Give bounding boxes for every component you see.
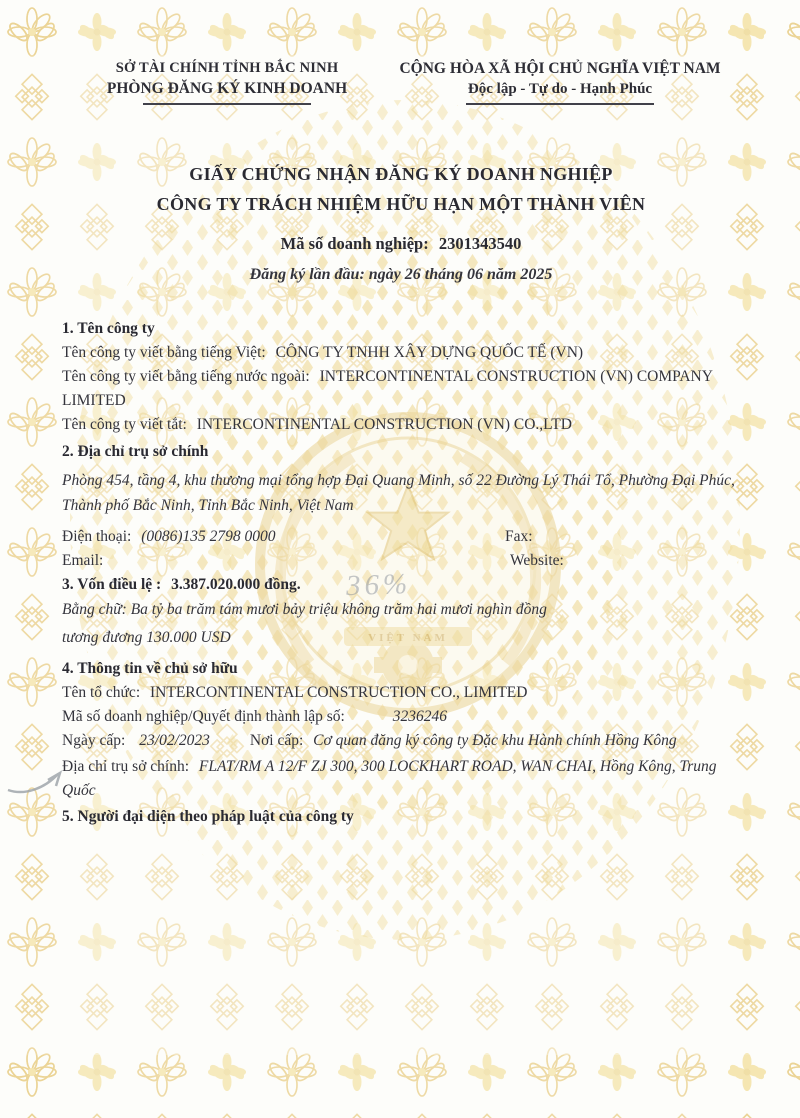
header-underline-right: [466, 103, 654, 105]
owner-hq-line: [62, 755, 740, 803]
company-name-foreign-label: Tên công ty viết bằng tiếng nước ngoài:: [62, 368, 310, 385]
head-office-address: Phòng 454, tầng 4, khu thương mại tổng hợp Đại Quang Minh, số 22 Đường Lý Thái Tổ, Phường Đại Phúc, Thành phố Bắc Ninh, Tỉnh Bắc Ninh, Việt Nam: [62, 472, 735, 514]
company-name-vietnamese-line: [62, 341, 740, 365]
first-registration-line: Đăng ký lần đầu: ngày 26 tháng 06 năm 2025: [249, 266, 553, 283]
certificate-title-line2: CÔNG TY TRÁCH NHIỆM HỮU HẠN MỘT THÀNH VIÊN: [156, 194, 646, 214]
issuing-authority-parent: SỞ TÀI CHÍNH TỈNH BẮC NINH: [115, 60, 339, 76]
section4-heading: 4. Thông tin về chủ sở hữu: [62, 660, 238, 677]
issuing-authority-office: PHÒNG ĐĂNG KÝ KINH DOANH: [106, 80, 348, 97]
certificate-body: [62, 155, 740, 829]
ghost-print-through: 36%: [345, 567, 412, 603]
charter-capital-amount: 3.387.020.000 đồng.: [171, 576, 301, 593]
section3-heading: 3. Vốn điều lệ :: [62, 576, 162, 593]
company-name-vietnamese-value: CÔNG TY TNHH XÂY DỰNG QUỐC TẾ (VN): [275, 344, 584, 361]
issuing-authority-block: [86, 60, 368, 105]
owner-regno-line: [62, 705, 740, 729]
phone-fax-line: [62, 525, 740, 549]
svg-text:VIỆT NAM: VIỆT NAM: [368, 632, 448, 644]
enterprise-code-value: 2301343540: [438, 234, 522, 253]
company-name-foreign-line: [62, 365, 740, 413]
owner-hq-value: FLAT/RM A 12/F ZJ 300, 300 LOCKHART ROAD, WAN CHAI, Hồng Kông, Trung Quốc: [62, 758, 717, 799]
capital-in-words-line2: tương đương 130.000 USD: [62, 629, 231, 646]
owner-org-line: [62, 681, 740, 705]
section1-heading: 1. Tên công ty: [62, 320, 155, 337]
issue-date-value: 23/02/2023: [139, 732, 210, 749]
issue-place-label: Nơi cấp:: [249, 732, 304, 749]
owner-regno-value: 3236246: [392, 708, 447, 725]
phone-label: Điện thoại:: [62, 528, 132, 545]
enterprise-code-line: [62, 232, 740, 256]
phone-value: (0086)135 2798 0000: [141, 528, 276, 545]
company-name-vietnamese-label: Tên công ty viết bằng tiếng Việt:: [62, 344, 266, 361]
owner-hq-label: Địa chỉ trụ sở chính:: [62, 758, 190, 775]
section5-heading: 5. Người đại diện theo pháp luật của công ty: [62, 808, 354, 825]
owner-org-label: Tên tổ chức:: [62, 684, 141, 701]
owner-org-value: INTERCONTINENTAL CONSTRUCTION CO., LIMITED: [150, 684, 528, 701]
website-label: Website:: [510, 552, 564, 569]
owner-issue-line: [62, 729, 740, 753]
issue-place-value: Cơ quan đăng ký công ty Đặc khu Hành chính Hồng Kông: [313, 732, 677, 749]
capital-in-words-line1: Bằng chữ: Ba tỷ ba trăm tám mươi bảy triệu không trăm hai mươi nghìn đồng: [62, 601, 547, 618]
certificate-title-line1: GIẤY CHỨNG NHẬN ĐĂNG KÝ DOANH NGHIỆP: [189, 164, 613, 184]
issue-place-item: [250, 729, 740, 753]
enterprise-code-label: Mã số doanh nghiệp:: [280, 234, 429, 253]
section2-heading: 2. Địa chỉ trụ sở chính: [62, 443, 209, 460]
email-label: Email:: [62, 552, 104, 569]
header-underline-left: [143, 103, 311, 105]
fax-label: Fax:: [505, 528, 533, 545]
company-name-foreign-value: INTERCONTINENTAL CONSTRUCTION (VN) COMPANY LIMITED: [62, 368, 713, 409]
company-name-short-line: [62, 413, 740, 437]
issue-date-label: Ngày cấp:: [62, 732, 126, 749]
company-name-short-value: INTERCONTINENTAL CONSTRUCTION (VN) CO.,LTD: [196, 416, 572, 433]
national-title: CỘNG HÒA XÃ HỘI CHỦ NGHĨA VIỆT NAM: [399, 60, 721, 77]
company-name-short-label: Tên công ty viết tắt:: [62, 416, 187, 433]
national-motto: Độc lập - Tự do - Hạnh Phúc: [467, 81, 653, 97]
email-website-line: [62, 549, 740, 573]
national-motto-block: [376, 60, 744, 105]
owner-regno-label: Mã số doanh nghiệp/Quyết định thành lập số:: [62, 708, 345, 725]
